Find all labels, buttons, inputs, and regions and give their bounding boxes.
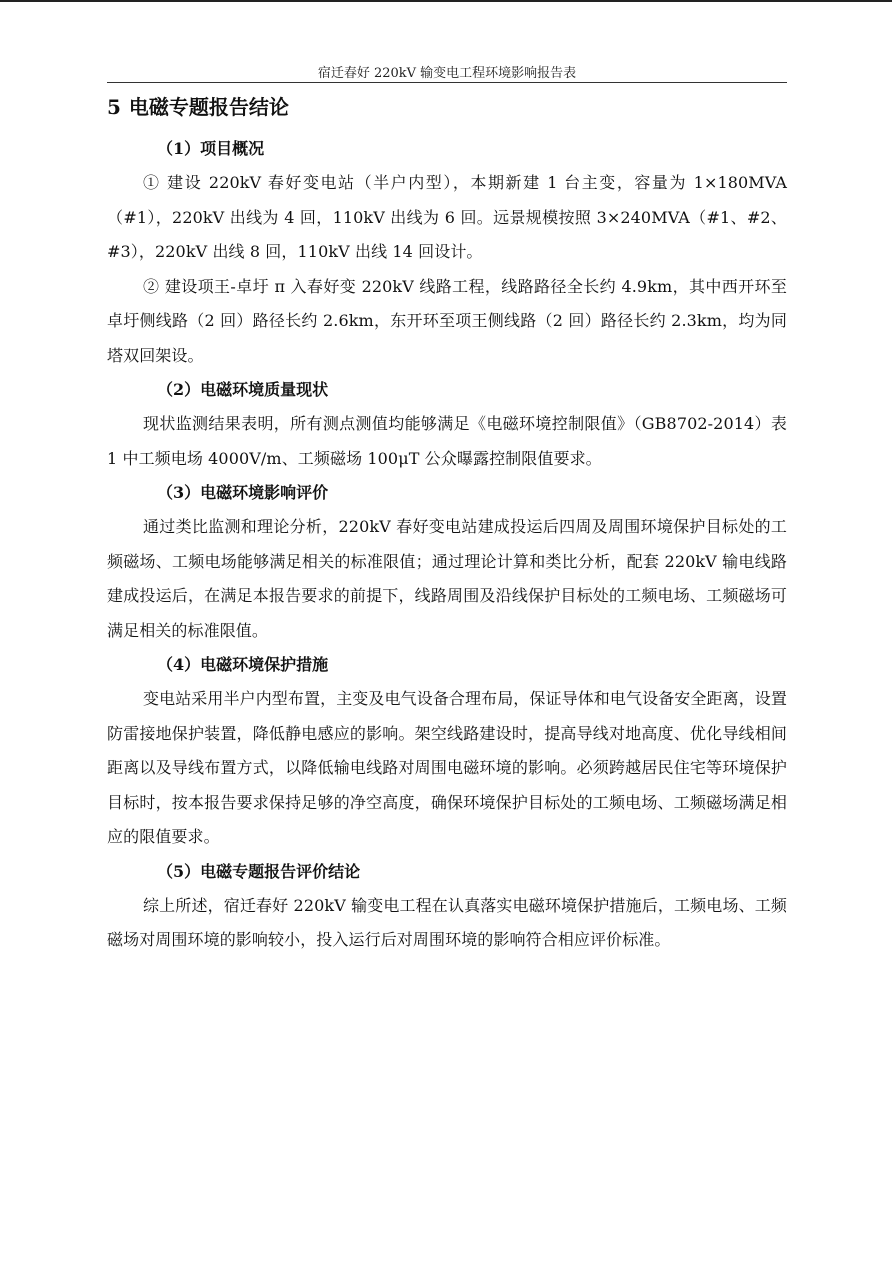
section-number: 5: [107, 95, 121, 119]
paragraph-3-1: 通过类比监测和理论分析，220kV 春好变电站建成投运后四周及周围环境保护目标处的工频磁场、工频电场能够满足相关的标准限值；通过理论计算和类比分析，配套 220kV 输电线路建成投运后，在满足本报告要求的前提下，线路周围及沿线保护目标处的工频电场、工频磁场可满足相关的标准限值。: [107, 517, 787, 640]
subsection-heading-2: （2）电磁环境质量现状: [157, 380, 329, 399]
header-rule: [107, 82, 787, 83]
subsection-heading-3: （3）电磁环境影响评价: [157, 483, 329, 502]
running-header: 宿迁春好 220kV 输变电工程环境影响报告表: [317, 66, 577, 81]
section-title-text: 电磁专题报告结论: [128, 95, 289, 119]
paragraph-1-1: ① 建设 220kV 春好变电站（半户内型），本期新建 1 台主变，容量为 1×180MVA（#1），220kV 出线为 4 回，110kV 出线为 6 回。远景规模按照 3×240MVA（#1、#2、#3），220kV 出线 8 回，110kV 出线 14 回设计。: [107, 173, 787, 261]
document-body: [107, 92, 787, 958]
subsection-heading-5: （5）电磁专题报告评价结论: [157, 861, 361, 881]
paragraph-1-2: ② 建设项王-卓圩 π 入春好变 220kV 线路工程，线路路径全长约 4.9km，其中西开环至卓圩侧线路（2 回）路径长约 2.6km，东开环至项王侧线路（2 回）路径长约 2.3km，均为同塔双回架设。: [107, 276, 787, 365]
subsection-heading-4: （4）电磁环境保护措施: [157, 655, 329, 674]
paragraph-5-1: 综上所述，宿迁春好 220kV 输变电工程在认真落实电磁环境保护措施后，工频电场、工频磁场对周围环境的影响较小，投入运行后对周围环境的影响符合相应评价标准。: [107, 895, 787, 949]
paragraph-4-1: 变电站采用半户内型布置，主变及电气设备合理布局，保证导体和电气设备安全距离，设置防雷接地保护装置，降低静电感应的影响。架空线路建设时，提高导线对地高度、优化导线相间距离以及导线布置方式，以降低输电线路对周围电磁环境的影响。必须跨越居民住宅等环境保护目标时，按本报告要求保持足够的净空高度，确保环境保护目标处的工频电场、工频磁场满足相应的限值要求。: [107, 689, 788, 846]
section-title: [107, 92, 787, 122]
page-top-border: [0, 0, 892, 2]
subsection-heading-1: （1）项目概况: [157, 139, 265, 158]
paragraph-2-1: 现状监测结果表明，所有测点测值均能够满足《电磁环境控制限值》（GB8702-2014）表 1 中工频电场 4000V/m、工频磁场 100μT 公众曝露控制限值要求。: [107, 414, 787, 468]
